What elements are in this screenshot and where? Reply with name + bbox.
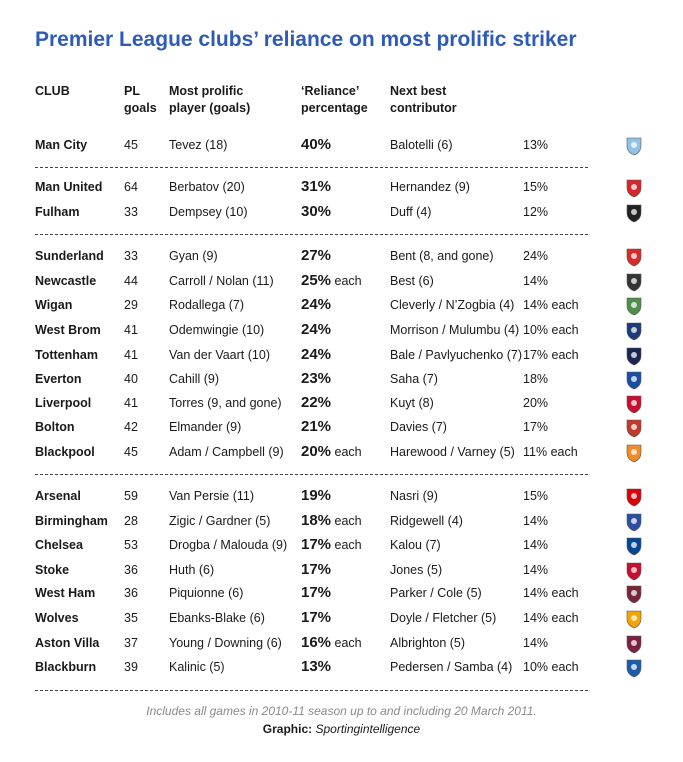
prolific-player: Drogba / Malouda (9) <box>169 538 288 552</box>
reliance-percentage <box>301 443 362 460</box>
reliance-percentage <box>301 584 331 601</box>
club-name: Aston Villa <box>35 636 100 650</box>
next-best-contributor: Doyle / Fletcher (5) <box>390 611 497 625</box>
pl-goals: 41 <box>124 323 138 337</box>
club-name: Man United <box>35 180 103 194</box>
next-best-percentage: 24% <box>523 249 549 263</box>
reliance-percentage <box>301 487 331 504</box>
next-best-contributor: Nasri (9) <box>390 489 438 503</box>
club-name: Stoke <box>35 563 70 577</box>
reliance-percentage <box>301 272 362 289</box>
pl-goals: 29 <box>124 298 138 312</box>
credit-label: Graphic: <box>262 722 313 736</box>
reliance-value: 22% <box>301 394 332 411</box>
reliance-value: 40% <box>301 136 332 153</box>
reliance-percentage <box>301 136 331 153</box>
club-name: Arsenal <box>35 489 81 503</box>
header-player-line2: player (goals) <box>169 101 251 115</box>
club-name: Fulham <box>35 205 80 219</box>
pl-goals: 33 <box>124 205 138 219</box>
prolific-player: Tevez (18) <box>169 138 228 152</box>
club-name: West Brom <box>35 323 101 337</box>
next-best-percentage: 14% <box>523 514 549 528</box>
club-badge-icon <box>624 296 644 316</box>
next-best-percentage: 14% each <box>523 611 579 625</box>
next-best-percentage: 20% <box>523 396 549 410</box>
prolific-player: Torres (9, and gone) <box>169 396 282 410</box>
reliance-percentage <box>301 346 331 363</box>
header-pl-line2: goals <box>124 101 157 115</box>
next-best-contributor: Balotelli (6) <box>390 138 453 152</box>
pl-goals: 28 <box>124 514 138 528</box>
reliance-value: 18% <box>301 512 332 529</box>
header-player-line1: Most prolific <box>169 84 244 98</box>
prolific-player: Van Persie (11) <box>169 489 254 503</box>
next-best-contributor: Harewood / Varney (5) <box>390 445 515 459</box>
club-badge-icon <box>624 418 644 438</box>
reliance-percentage <box>301 321 331 338</box>
next-best-percentage: 17% <box>523 420 549 434</box>
club-badge-icon <box>624 536 644 556</box>
pl-goals: 36 <box>124 563 138 577</box>
reliance-value: 17% <box>301 584 332 601</box>
reliance-each-note: each <box>331 514 362 528</box>
reliance-value: 24% <box>301 296 332 313</box>
next-best-percentage: 10% each <box>523 660 579 674</box>
prolific-player: Rodallega (7) <box>169 298 245 312</box>
reliance-percentage <box>301 634 362 651</box>
reliance-each-note: each <box>331 636 362 650</box>
header-next-best <box>390 83 457 117</box>
group-divider <box>35 167 588 168</box>
club-name: Chelsea <box>35 538 83 552</box>
next-best-percentage: 13% <box>523 138 549 152</box>
reliance-percentage <box>301 536 362 553</box>
reliance-value: 17% <box>301 609 332 626</box>
pl-goals: 42 <box>124 420 138 434</box>
reliance-percentage <box>301 178 331 195</box>
pl-goals: 53 <box>124 538 138 552</box>
prolific-player: Dempsey (10) <box>169 205 248 219</box>
reliance-percentage <box>301 561 331 578</box>
header-club-label: CLUB <box>35 84 70 98</box>
reliance-percentage <box>301 247 331 264</box>
reliance-each-note: each <box>331 538 362 552</box>
prolific-player: Young / Downing (6) <box>169 636 282 650</box>
club-name: Liverpool <box>35 396 92 410</box>
club-badge-icon <box>624 584 644 604</box>
pl-goals: 45 <box>124 445 138 459</box>
header-reliance-line2: percentage <box>301 101 368 115</box>
reliance-value: 19% <box>301 487 332 504</box>
reliance-percentage <box>301 370 331 387</box>
next-best-contributor: Pedersen / Samba (4) <box>390 660 513 674</box>
pl-goals: 36 <box>124 586 138 600</box>
prolific-player: Huth (6) <box>169 563 215 577</box>
next-best-contributor: Best (6) <box>390 274 434 288</box>
reliance-value: 17% <box>301 561 332 578</box>
next-best-percentage: 14% <box>523 538 549 552</box>
reliance-each-note: each <box>331 274 362 288</box>
prolific-player: Piquionne (6) <box>169 586 244 600</box>
next-best-contributor: Albrighton (5) <box>390 636 466 650</box>
prolific-player: Van der Vaart (10) <box>169 348 270 362</box>
club-badge-icon <box>624 634 644 654</box>
next-best-percentage: 10% each <box>523 323 579 337</box>
club-name: Birmingham <box>35 514 108 528</box>
next-best-percentage: 12% <box>523 205 549 219</box>
reliance-value: 13% <box>301 658 332 675</box>
reliance-percentage <box>301 296 331 313</box>
club-badge-icon <box>624 321 644 341</box>
pl-goals: 37 <box>124 636 138 650</box>
club-badge-icon <box>624 346 644 366</box>
next-best-percentage: 14% <box>523 274 549 288</box>
club-badge-icon <box>624 487 644 507</box>
next-best-percentage: 11% each <box>523 445 578 459</box>
reliance-percentage <box>301 394 331 411</box>
next-best-contributor: Morrison / Mulumbu (4) <box>390 323 520 337</box>
club-name: Blackburn <box>35 660 97 674</box>
header-club <box>35 83 70 100</box>
pl-goals: 64 <box>124 180 138 194</box>
club-badge-icon <box>624 272 644 292</box>
reliance-percentage <box>301 203 331 220</box>
header-pl-goals <box>124 83 157 117</box>
reliance-value: 20% <box>301 443 332 460</box>
pl-goals: 41 <box>124 396 138 410</box>
next-best-contributor: Bent (8, and gone) <box>390 249 494 263</box>
pl-goals: 39 <box>124 660 138 674</box>
club-badge-icon <box>624 512 644 532</box>
club-name: Bolton <box>35 420 75 434</box>
next-best-percentage: 18% <box>523 372 549 386</box>
next-best-percentage: 15% <box>523 180 549 194</box>
club-badge-icon <box>624 443 644 463</box>
club-name: Wigan <box>35 298 73 312</box>
club-name: Blackpool <box>35 445 95 459</box>
header-reliance <box>301 83 368 117</box>
reliance-percentage <box>301 609 331 626</box>
reliance-value: 24% <box>301 346 332 363</box>
prolific-player: Zigic / Gardner (5) <box>169 514 271 528</box>
reliance-value: 25% <box>301 272 332 289</box>
reliance-percentage <box>301 512 362 529</box>
credit <box>0 722 683 736</box>
next-best-contributor: Bale / Pavlyuchenko (7) <box>390 348 523 362</box>
reliance-value: 27% <box>301 247 332 264</box>
prolific-player: Carroll / Nolan (11) <box>169 274 274 288</box>
group-divider <box>35 690 588 691</box>
next-best-percentage: 14% each <box>523 298 579 312</box>
club-badge-icon <box>624 203 644 223</box>
club-name: Man City <box>35 138 88 152</box>
next-best-contributor: Hernandez (9) <box>390 180 470 194</box>
reliance-percentage <box>301 658 331 675</box>
header-reliance-line1: ‘Reliance’ <box>301 84 360 98</box>
club-name: Tottenham <box>35 348 98 362</box>
pl-goals: 45 <box>124 138 138 152</box>
pl-goals: 35 <box>124 611 138 625</box>
reliance-value: 17% <box>301 536 332 553</box>
reliance-value: 23% <box>301 370 332 387</box>
next-best-contributor: Jones (5) <box>390 563 443 577</box>
prolific-player: Odemwingie (10) <box>169 323 265 337</box>
reliance-percentage <box>301 418 331 435</box>
club-name: Everton <box>35 372 82 386</box>
next-best-contributor: Kalou (7) <box>390 538 441 552</box>
next-best-percentage: 14% each <box>523 586 579 600</box>
chart-title: Premier League clubs’ reliance on most prolific striker <box>35 28 577 51</box>
next-best-contributor: Davies (7) <box>390 420 447 434</box>
pl-goals: 41 <box>124 348 138 362</box>
pl-goals: 59 <box>124 489 138 503</box>
next-best-contributor: Parker / Cole (5) <box>390 586 482 600</box>
next-best-percentage: 14% <box>523 563 549 577</box>
prolific-player: Gyan (9) <box>169 249 218 263</box>
prolific-player: Adam / Campbell (9) <box>169 445 284 459</box>
club-name: Newcastle <box>35 274 97 288</box>
header-next-line2: contributor <box>390 101 457 115</box>
club-badge-icon <box>624 561 644 581</box>
club-badge-icon <box>624 247 644 267</box>
club-badge-icon <box>624 136 644 156</box>
next-best-contributor: Kuyt (8) <box>390 396 434 410</box>
club-name: Wolves <box>35 611 79 625</box>
next-best-percentage: 14% <box>523 636 549 650</box>
next-best-contributor: Ridgewell (4) <box>390 514 463 528</box>
pl-goals: 33 <box>124 249 138 263</box>
club-badge-icon <box>624 658 644 678</box>
footnote: Includes all games in 2010-11 season up to and including 20 March 2011. <box>146 704 537 718</box>
reliance-each-note: each <box>331 445 362 459</box>
club-badge-icon <box>624 609 644 629</box>
pl-goals: 40 <box>124 372 138 386</box>
group-divider <box>35 234 588 235</box>
club-name: West Ham <box>35 586 96 600</box>
credit-source: Sportingintelligence <box>315 722 421 736</box>
prolific-player: Elmander (9) <box>169 420 242 434</box>
next-best-contributor: Saha (7) <box>390 372 438 386</box>
club-name: Sunderland <box>35 249 104 263</box>
reliance-value: 21% <box>301 418 332 435</box>
club-badge-icon <box>624 178 644 198</box>
next-best-percentage: 17% each <box>523 348 579 362</box>
reliance-value: 24% <box>301 321 332 338</box>
reliance-value: 31% <box>301 178 332 195</box>
header-pl-line1: PL <box>124 84 140 98</box>
prolific-player: Cahill (9) <box>169 372 220 386</box>
next-best-contributor: Cleverly / N’Zogbia (4) <box>390 298 515 312</box>
club-badge-icon <box>624 370 644 390</box>
group-divider <box>35 474 588 475</box>
next-best-percentage: 15% <box>523 489 549 503</box>
header-player <box>169 83 250 117</box>
prolific-player: Ebanks-Blake (6) <box>169 611 265 625</box>
prolific-player: Berbatov (20) <box>169 180 245 194</box>
club-badge-icon <box>624 394 644 414</box>
header-next-line1: Next best <box>390 84 447 98</box>
reliance-value: 16% <box>301 634 332 651</box>
next-best-contributor: Duff (4) <box>390 205 432 219</box>
pl-goals: 44 <box>124 274 138 288</box>
reliance-value: 30% <box>301 203 332 220</box>
prolific-player: Kalinic (5) <box>169 660 225 674</box>
